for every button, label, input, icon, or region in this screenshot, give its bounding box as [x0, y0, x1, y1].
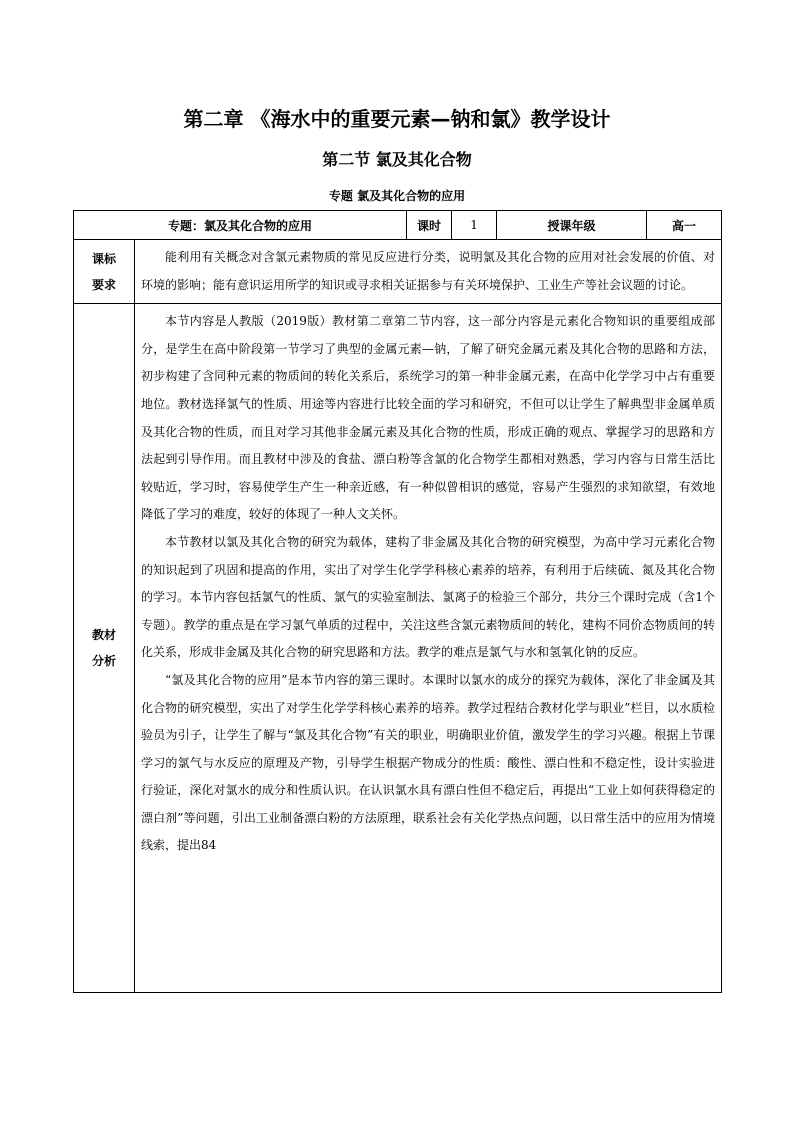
analysis-label-text: 教材分析 [91, 628, 116, 669]
period-value: 1 [452, 211, 497, 240]
analysis-paragraph-1: 本节内容是人教版（2019版）教材第二章第二节内容，这一部分内容是元素化合物知识的重要组成部分，是学生在高中阶段第一节学习了典型的金属元素—钠，了解了研究金属元素及其化合物的思路和方法，初步构建了含同种元素的物质间的转化关系后，系统学习的第一种非金属元素，在高中化学学习中占有重要地位。教材选择氯气的性质、用途等内容进行比较全面的学习和研究，不但可以让学生了解典型非金属单质及其化合物的性质，而且对学习其他非金属元素及其化合物的性质，形成正确的观点、掌握学习的思路和方法起到引导作用。而且教材中涉及的食盐、漂白粉等含氯的化合物学生都相对熟悉，学习内容与日常生活比较贴近，学习时，容易使学生产生一种亲近感，有一种似曾相识的感觉，容易产生强烈的求知欲望，有效地降低了学习的难度，较好的体现了一种人文关怀。 [141, 314, 716, 522]
document-title: 第二章 《海水中的重要元素—钠和氯》教学设计 [183, 107, 611, 131]
section-subtitle: 第二节 氯及其化合物 [322, 150, 472, 169]
standard-label [74, 240, 135, 304]
standard-text: 能利用有关概念对含氯元素物质的常见反应进行分类，说明氯及其化合物的应用对社会发展的价值、对环境的影响；能有意识运用所学的知识或寻求相关证据参与有关环境保护、工业生产等社会议题的讨论。 [141, 250, 716, 292]
analysis-content [135, 304, 722, 993]
grade-label: 授课年级 [497, 211, 647, 240]
topic-line: 专题 氯及其化合物的应用 [328, 189, 466, 203]
analysis-paragraph-3: “氯及其化合物的应用”是本节内容的第三课时。本课时以氯水的成分的探究为载体，深化了非金属及其化合物的研究模型，实出了对学生化学学科核心素养的培养。教学过程结合教材化学与职业”栏目，以水质检验员为引子，让学生了解与“氯及其化合物”有关的职业，明确职业价值，激发学生的学习兴趣。根据上节课学习的氯气与水反应的原理及产物，引导学生根据产物成分的性质：酸性、漂白性和不稳定性，设计实验进行验证，深化对氯水的成分和性质认识。在认识氯水具有漂白性但不稳定后，再提出“工业上如何获得稳定的漂白剂”等问题，引出工业制备漂白粉的方法原理，联系社会有关化学热点问题，以日常生活中的应用为情境线索，提出84 [141, 672, 716, 853]
analysis-label [74, 304, 135, 993]
standard-label-text: 课标要求 [91, 251, 116, 292]
header-row [74, 211, 722, 240]
analysis-row [74, 304, 722, 993]
standard-row [74, 240, 722, 304]
grade-value: 高一 [647, 211, 722, 240]
lesson-design-table [73, 210, 722, 993]
period-label: 课时 [407, 211, 452, 240]
analysis-paragraph-2: 本节教材以氯及其化合物的研究为载体，建构了非金属及其化合物的研究模型，为高中学习元素化合物的知识起到了巩固和提高的作用，实出了对学生化学学科核心素养的培养，有利用于后续硫、氮及其化合物的学习。本节内容包括氯气的性质、氯气的实验室制法、氯离子的检验三个部分，共分三个课时完成（含1个专题）。教学的重点是在学习氯气单质的过程中，关注这些含氯元素物质间的转化，建构不同价态物质间的转化关系，形成非金属及其化合物的研究思路和方法。教学的难点是氯气与水和氢氧化钠的反应。 [141, 534, 716, 660]
standard-content [135, 240, 722, 304]
topic-cell: 专题：氯及其化合物的应用 [74, 211, 407, 240]
